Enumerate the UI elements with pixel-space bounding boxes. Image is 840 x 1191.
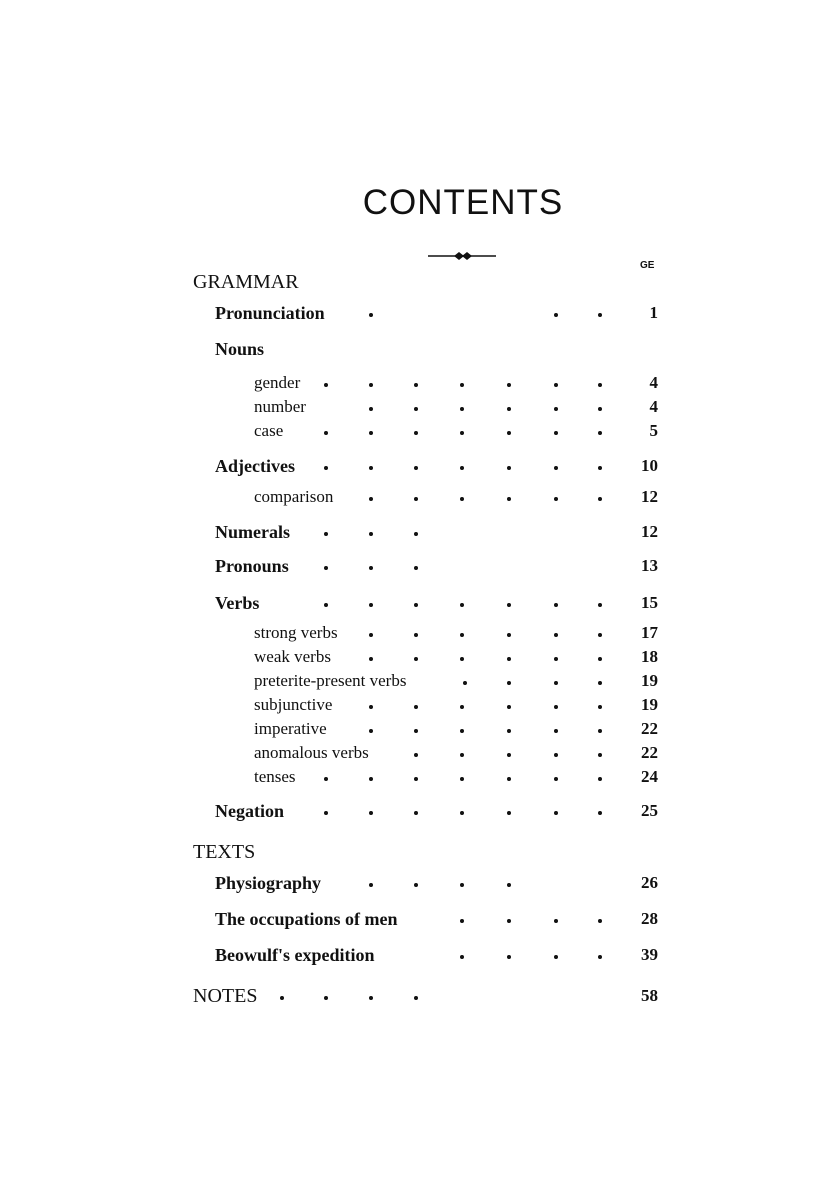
- toc-entry-beowulfs-expedition: Beowulf's expedition: [215, 945, 375, 965]
- toc-subentry-anomalous-verbs: anomalous verbs: [254, 743, 369, 762]
- toc-subentry-imperative: imperative: [254, 719, 327, 738]
- toc-subentry-number: number: [254, 397, 306, 416]
- ornament-divider-icon: [428, 250, 496, 262]
- toc-entry-nouns: Nouns: [215, 339, 265, 359]
- toc-subentry-subjunctive: subjunctive: [254, 695, 333, 714]
- toc-page-subjunctive: 19: [641, 695, 658, 714]
- toc-page-notes: 58: [641, 986, 658, 1005]
- toc-page-adjectives: 10: [641, 456, 658, 475]
- toc-entry-verbs: Verbs: [215, 593, 260, 613]
- toc-subentry-tenses: tenses: [254, 767, 296, 786]
- toc-page-number: 4: [649, 397, 658, 416]
- toc-subentry-comparison: comparison: [254, 487, 334, 506]
- toc-entry-adjectives: Adjectives: [215, 456, 295, 476]
- toc-entry-numerals: Numerals: [215, 522, 290, 542]
- toc-page-tenses: 24: [641, 767, 658, 786]
- toc-entry-physiography: Physiography: [215, 873, 322, 893]
- toc-entry-occupations-of-men: The occupations of men: [215, 909, 398, 929]
- toc-subentry-case: case: [254, 421, 284, 440]
- toc-page-verbs: 15: [641, 593, 658, 612]
- toc-page-strong-verbs: 17: [641, 623, 658, 642]
- toc-page-preterite-present-verbs: 19: [641, 671, 658, 690]
- toc-page-pronouns: 13: [641, 556, 658, 575]
- toc-page-pronunciation: 1: [649, 303, 658, 322]
- toc-subentry-gender: gender: [254, 373, 301, 392]
- section-heading-texts: TEXTS: [193, 841, 256, 863]
- toc-subentry-preterite-present-verbs: preterite-present verbs: [254, 671, 407, 690]
- toc-page-gender: 4: [649, 373, 658, 392]
- toc-page-physiography: 26: [641, 873, 658, 892]
- toc-page-weak-verbs: 18: [641, 647, 658, 666]
- toc-page-imperative: 22: [641, 719, 658, 738]
- toc-entry-negation: Negation: [215, 801, 284, 821]
- page-column-label: GE: [640, 260, 655, 271]
- toc-subentry-strong-verbs: strong verbs: [254, 623, 338, 642]
- toc-subentry-weak-verbs: weak verbs: [254, 647, 331, 666]
- toc-page-case: 5: [649, 421, 658, 440]
- page-title: CONTENTS: [362, 183, 564, 222]
- section-heading-notes: NOTES: [193, 985, 258, 1007]
- toc-entry-pronunciation: Pronunciation: [215, 303, 325, 323]
- toc-page-beowulfs-expedition: 39: [641, 945, 658, 964]
- toc-page-negation: 25: [641, 801, 658, 820]
- toc-page-comparison: 12: [641, 487, 658, 506]
- toc-page-numerals: 12: [641, 522, 658, 541]
- toc-entry-pronouns: Pronouns: [215, 556, 289, 576]
- toc-page-anomalous-verbs: 22: [641, 743, 658, 762]
- toc-page-occupations-of-men: 28: [641, 909, 658, 928]
- section-heading-grammar: GRAMMAR: [193, 271, 299, 293]
